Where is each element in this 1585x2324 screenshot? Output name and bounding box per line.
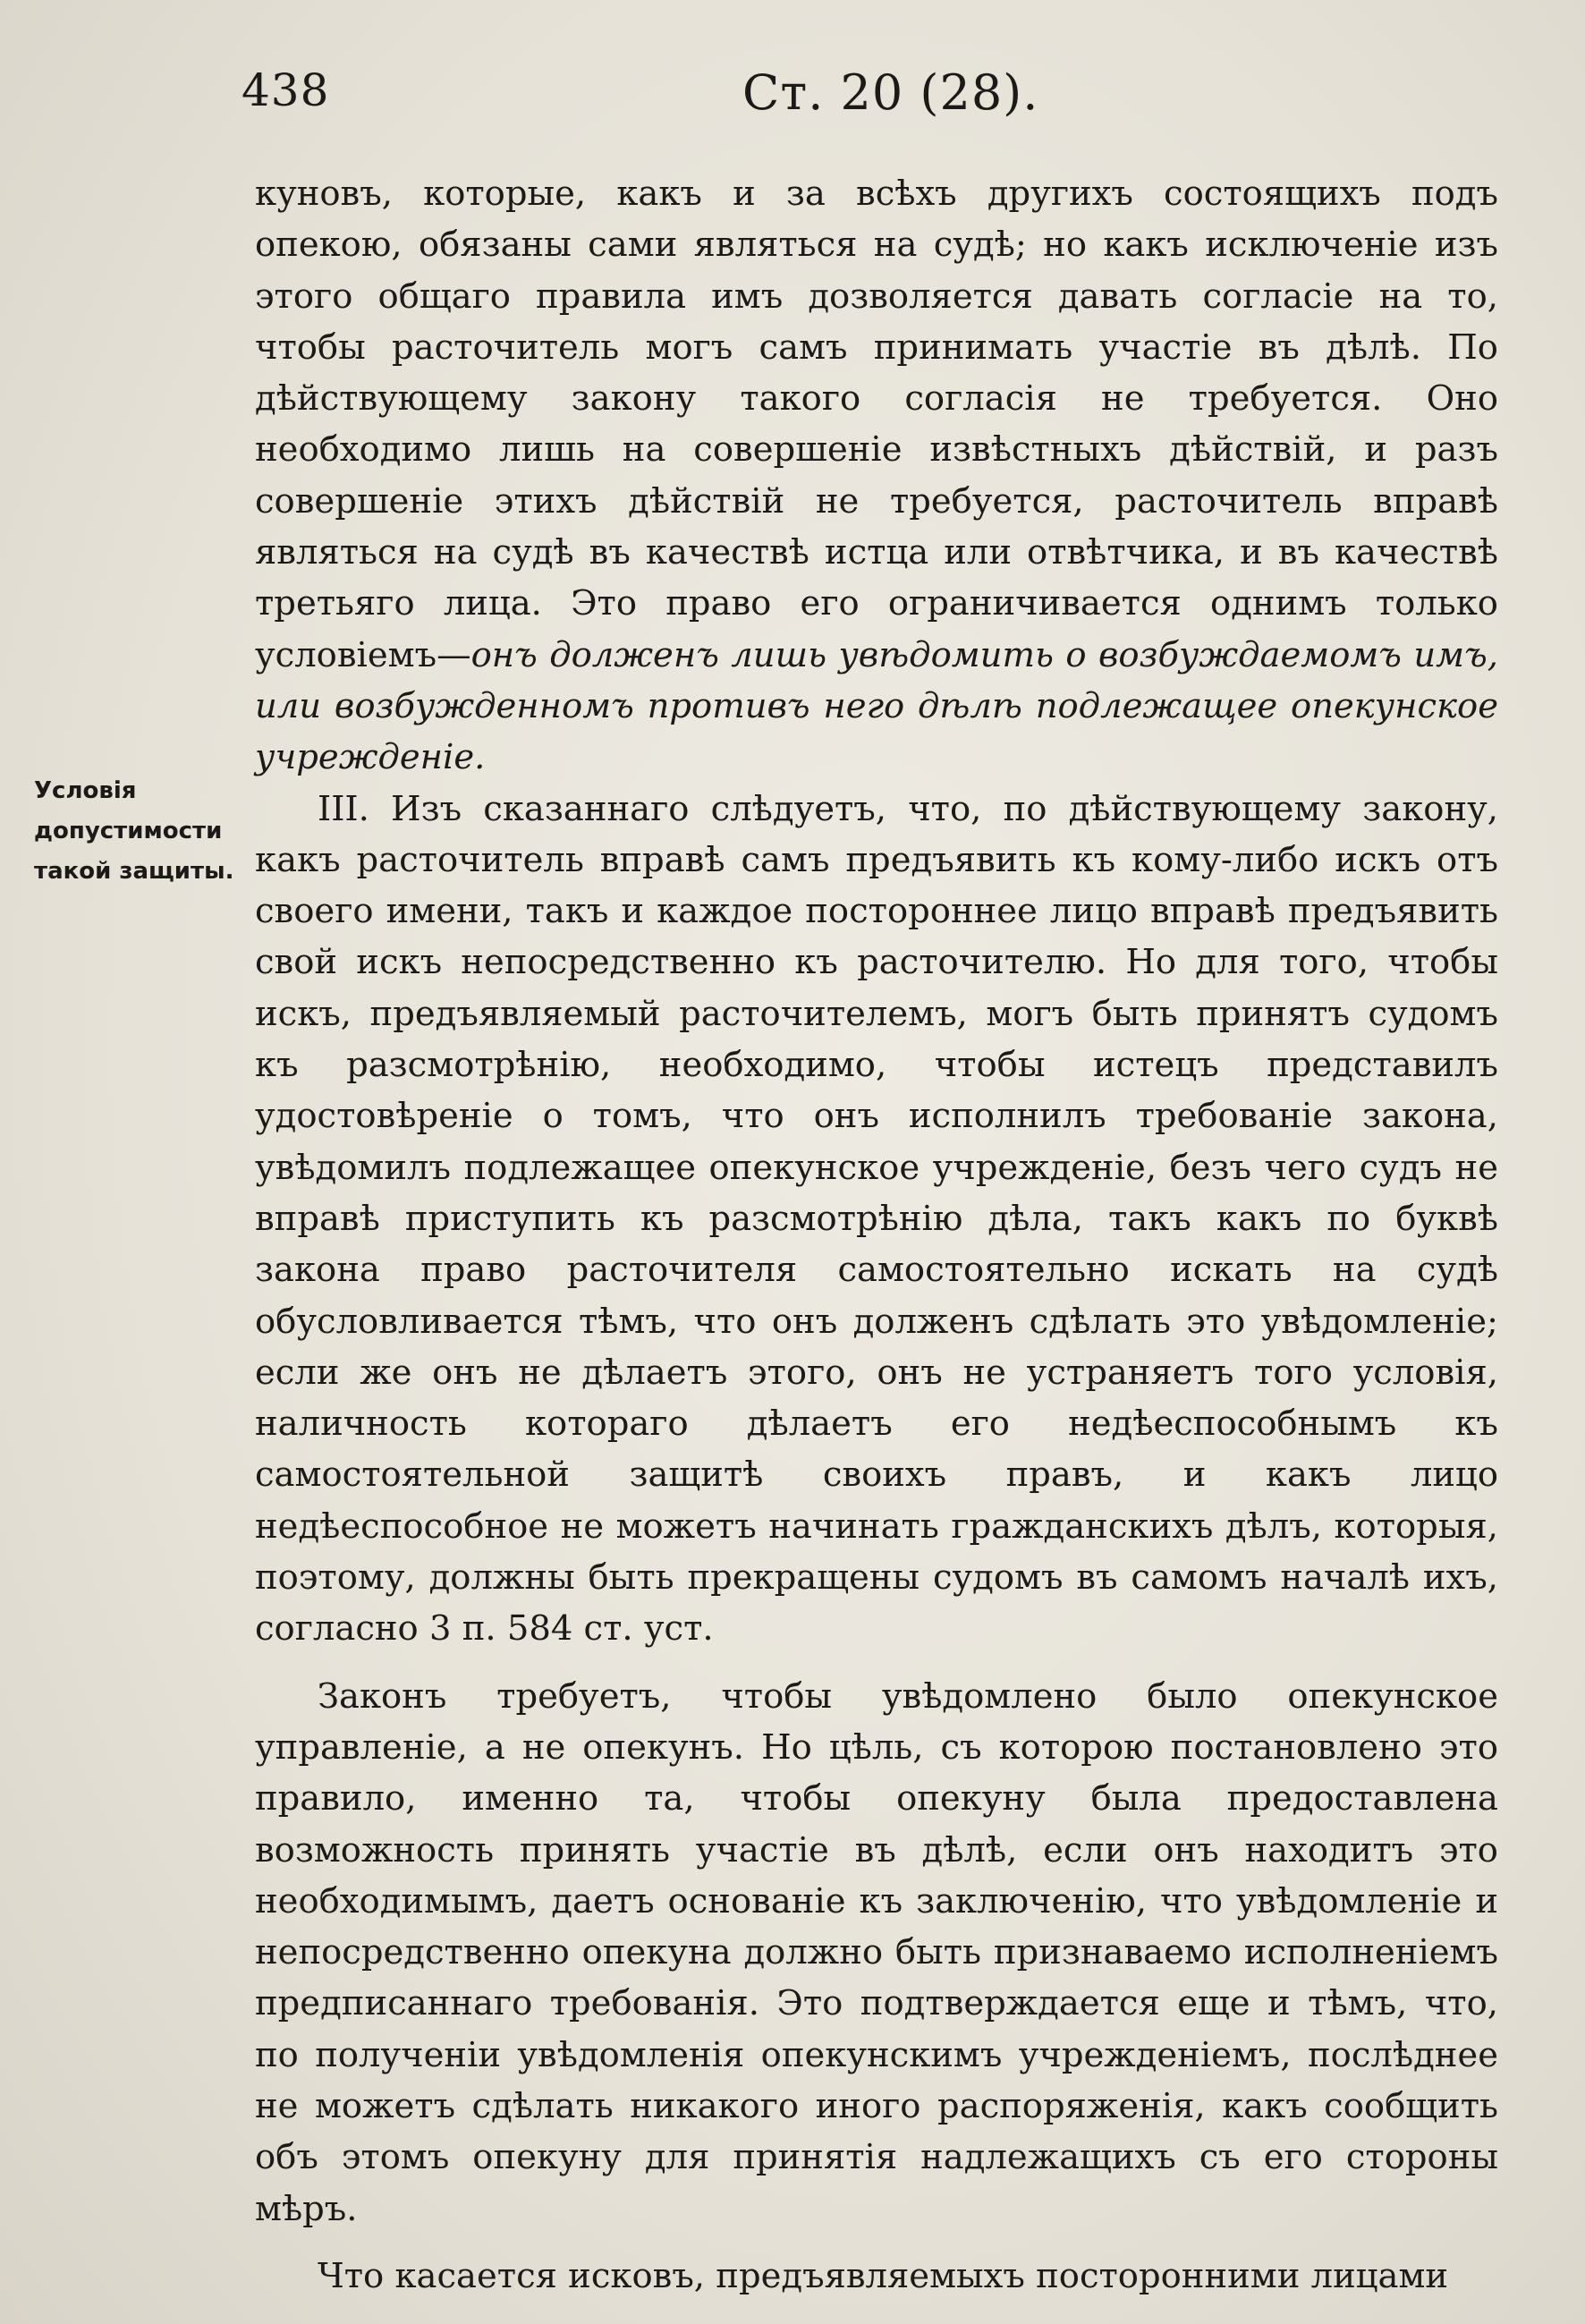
body-text (255, 168, 1498, 2302)
paragraph-continuation (255, 168, 1498, 784)
italic-emphasis: онъ долженъ лишь увѣдомить о возбуждаемомъ имъ, или возбужденномъ противъ него дѣлѣ подлежащее опекунское учрежденіе. (255, 634, 1498, 778)
page-header (242, 55, 1494, 136)
paragraph-text: куновъ, которые, какъ и за всѣхъ другихъ состоящихъ подъ опекою, обязаны сами являться на судѣ; но какъ исключеніе изъ этого общаго правила имъ дозволяется давать согласіе на то, чтобы расточитель могъ самъ принимать участіе въ дѣлѣ. По дѣйствующему закону такого согласія не требуется. Оно необходимо лишь на совершеніе извѣстныхъ дѣйствій, и разъ совершеніе этихъ дѣйствій не требуется, расточитель вправѣ являться на судѣ въ качествѣ истца или отвѣтчика, и въ качествѣ третьяго лица. Это право его ограничивается однимъ только условіемъ— (255, 174, 1498, 675)
page-number: 438 (242, 64, 330, 116)
paragraph-law-requirement: Законъ требуетъ, чтобы увѣдомлено было опекунское управленіе, а не опекунъ. Но цѣль, съ которою постановлено это правило, именно та, чтобы опекуну была предоставлена возможность принять участіе въ дѣлѣ, если онъ находитъ это необходимымъ, даетъ основаніе къ заключенію, что увѣдомленіе и непосредственно опекуна должно быть признаваемо исполненіемъ предписаннаго требованія. Это подтверждается еще и тѣмъ, что, по полученіи увѣдомленія опекунскимъ учрежденіемъ, послѣднее не можетъ сдѣлать никакого иного распоряженія, какъ сообщить объ этомъ опекуну для принятія надлежащихъ съ его стороны мѣръ. (255, 1675, 1498, 2229)
paragraph-claims: Что касается исковъ, предъявляемыхъ посторонними лицами (318, 2255, 1449, 2296)
margin-note: Условія допустимости такой защиты. (34, 777, 234, 885)
paragraph-section-iii: III. Изъ сказаннаго слѣдуетъ, что, по дѣйствующему закону, какъ расточитель вправѣ самъ предъявить къ кому-либо искъ отъ своего имени, такъ и каждое постороннее лицо вправѣ предъявить свой искъ непосредственно къ расточителю. Но для того, чтобы искъ, предъявляемый расточителемъ, могъ быть принятъ судомъ къ разсмотрѣнію, необходимо, чтобы истецъ представилъ удостовѣреніе о томъ, что онъ исполнилъ требованіе закона, увѣдомилъ подлежащее опекунское учрежденіе, безъ чего судъ не вправѣ приступить къ разсмотрѣнію дѣла, такъ какъ по буквѣ закона право расточителя самостоятельно искать на судѣ обусловливается тѣмъ, что онъ долженъ сдѣлать это увѣдомленіе; если же онъ не дѣлаетъ этого, онъ не устраняетъ того условія, наличность котораго дѣлаетъ его недѣеспособнымъ къ самостоятельной защитѣ своихъ правъ, и какъ лицо недѣеспособное не можетъ начинать гражданскихъ дѣлъ, которыя, поэтому, должны быть прекращены судомъ въ самомъ началѣ ихъ, согласно 3 п. 584 ст. уст. (255, 788, 1498, 1650)
running-title: Ст. 20 (28). (742, 64, 1039, 121)
